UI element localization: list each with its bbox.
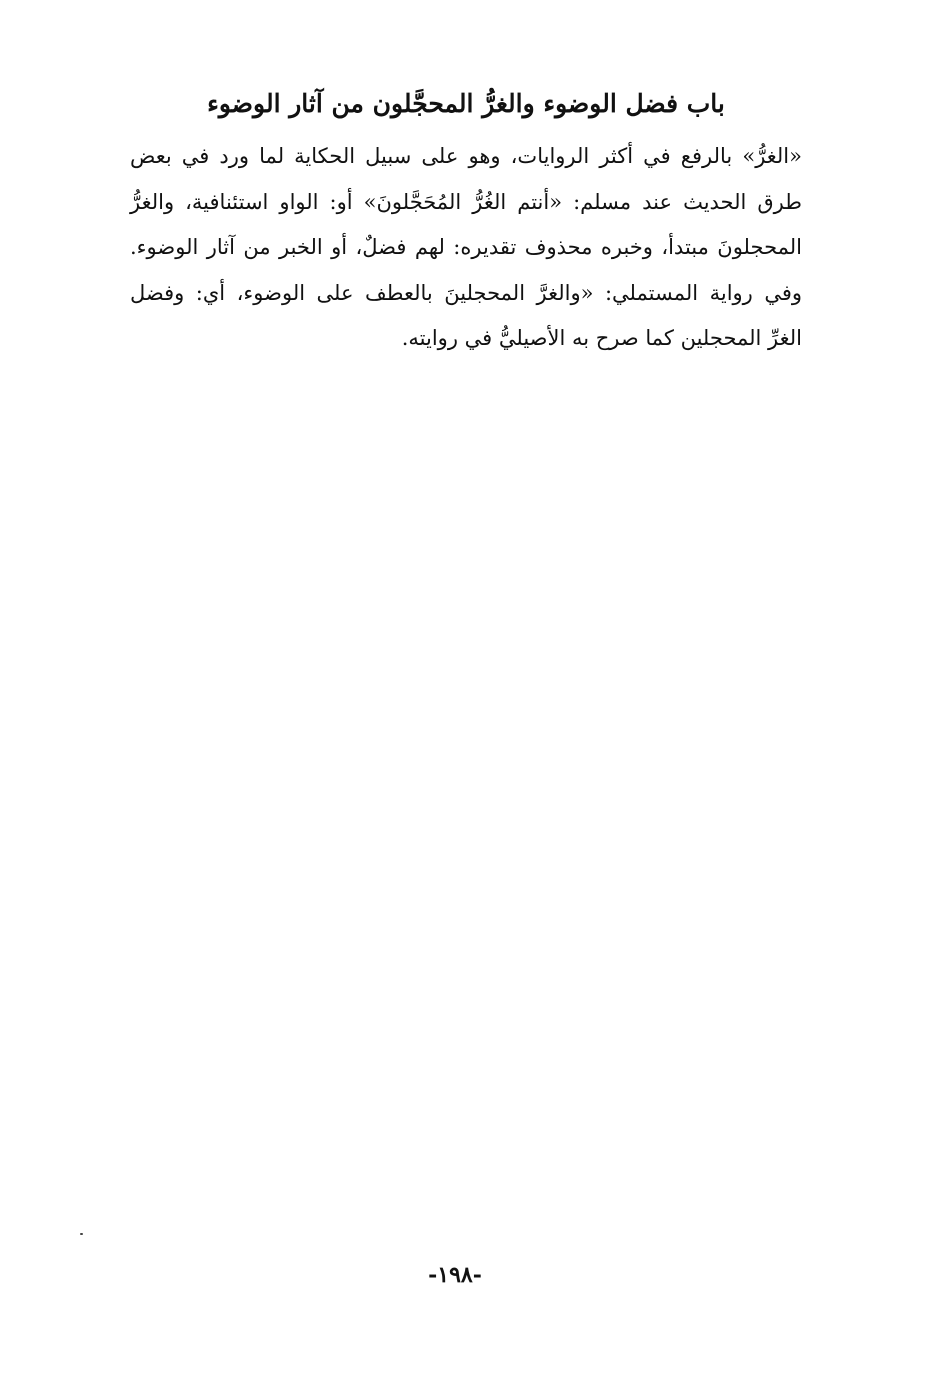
paragraph-line: «الغرُّ» بالرفع في أكثر الروايات، وهو على سبيل الحكاية لما ورد في بعض [130,144,802,168]
paragraph-line: المحجلونَ مبتدأ، وخبره محذوف تقديره: لهم فضلٌ، أو الخبر من آثار الوضوء. [130,235,802,259]
chapter-heading: باب فضل الوضوء والغرُّ المحجَّلون من آثار الوضوء [207,89,725,118]
commentary-paragraph [130,134,802,362]
scan-speck [80,1233,83,1235]
page-number: -١٩٨- [428,1262,482,1288]
paragraph-line: وفي رواية المستملي: «والغرَّ المحجلينَ بالعطف على الوضوء، أي: وفضل [130,280,802,305]
paragraph-line: طرق الحديث عند مسلم: «أنتم الغُرُّ المُحَجَّلونَ» أو: الواو استئنافية، والغرُّ [130,189,802,214]
paragraph-line: الغرِّ المحجلين كما صرح به الأصيليُّ في روايته. [401,326,802,350]
